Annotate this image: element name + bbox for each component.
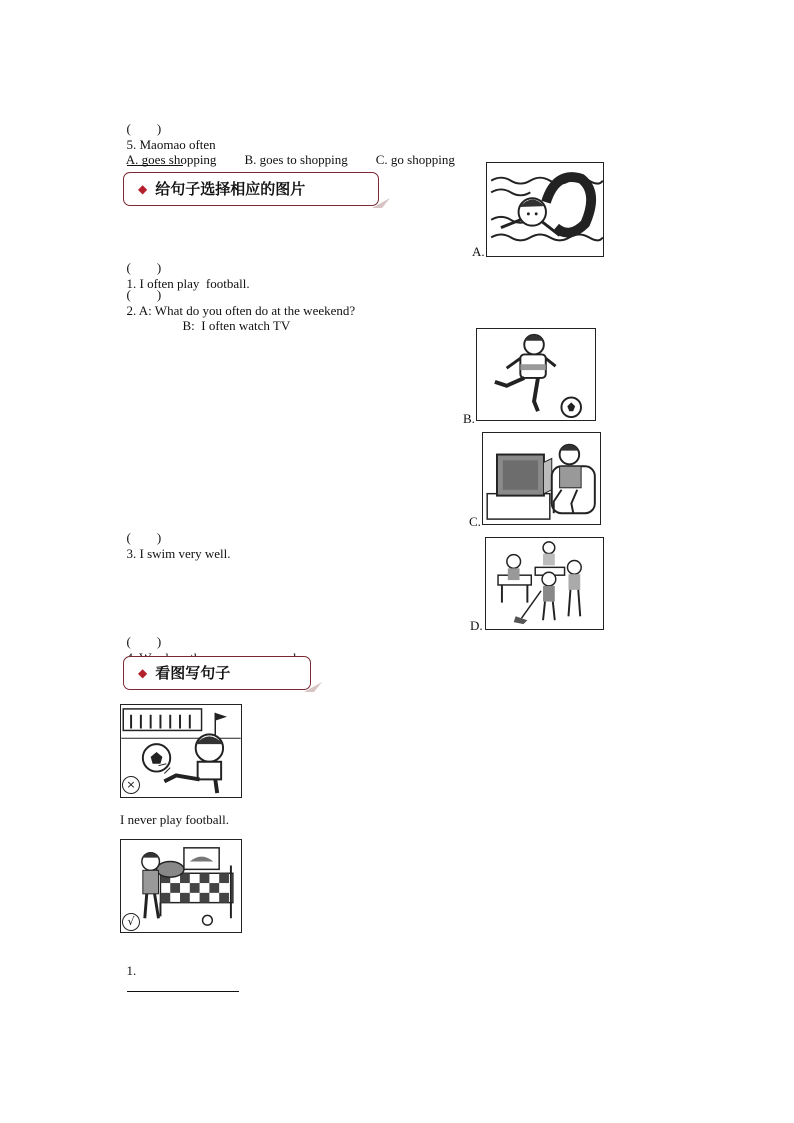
option-c: C. go shopping bbox=[375, 152, 455, 167]
picture-label-a: A. bbox=[472, 244, 485, 259]
section-title: 看图写句子 bbox=[155, 664, 231, 682]
answer-paren: ( ) bbox=[126, 530, 162, 545]
football-boy-picture bbox=[476, 328, 596, 421]
answer-paren: ( ) bbox=[126, 260, 162, 275]
answer-paren: ( ) bbox=[126, 634, 162, 649]
cleaning-room-picture bbox=[485, 537, 604, 630]
item-text: 2. A: What do you often do at the weekend? bbox=[126, 303, 356, 318]
option-a: A. goes shopping bbox=[125, 152, 217, 167]
option-b: B. goes to shopping bbox=[244, 152, 348, 167]
question-stem: 5. Maomao often bbox=[126, 137, 216, 152]
q5-options bbox=[120, 136, 455, 168]
section-heading-write bbox=[123, 656, 311, 690]
answer-paren: ( ) bbox=[126, 287, 162, 302]
picture-label-b: B. bbox=[463, 411, 475, 426]
example-sentence: I never play football. bbox=[120, 812, 230, 827]
answer-line-1 bbox=[120, 947, 239, 996]
heading-tail-decoration bbox=[372, 196, 394, 210]
diamond-icon: ◆ bbox=[138, 666, 148, 680]
swimming-boy-picture bbox=[486, 162, 604, 257]
section-title: 给句子选择相应的图片 bbox=[155, 180, 306, 198]
match-item-2-answer bbox=[176, 302, 290, 334]
answer-paren: ( ) bbox=[126, 121, 162, 136]
item-text: 1. I often play football. bbox=[126, 276, 250, 291]
correct-mark: √ bbox=[122, 913, 140, 931]
item-text: B: I often watch TV bbox=[182, 318, 291, 333]
answer-number: 1. bbox=[126, 963, 137, 978]
diamond-icon: ◆ bbox=[138, 182, 148, 196]
picture-label-d: D. bbox=[470, 618, 483, 633]
section-heading-match bbox=[123, 172, 379, 206]
answer-blank[interactable] bbox=[127, 979, 239, 992]
wrong-mark: × bbox=[122, 776, 140, 794]
watching-tv-picture bbox=[482, 432, 601, 525]
match-item-3 bbox=[120, 514, 230, 562]
picture-label-c: C. bbox=[469, 514, 481, 529]
heading-tail-decoration bbox=[304, 680, 326, 694]
item-text: 3. I swim very well. bbox=[126, 546, 231, 561]
